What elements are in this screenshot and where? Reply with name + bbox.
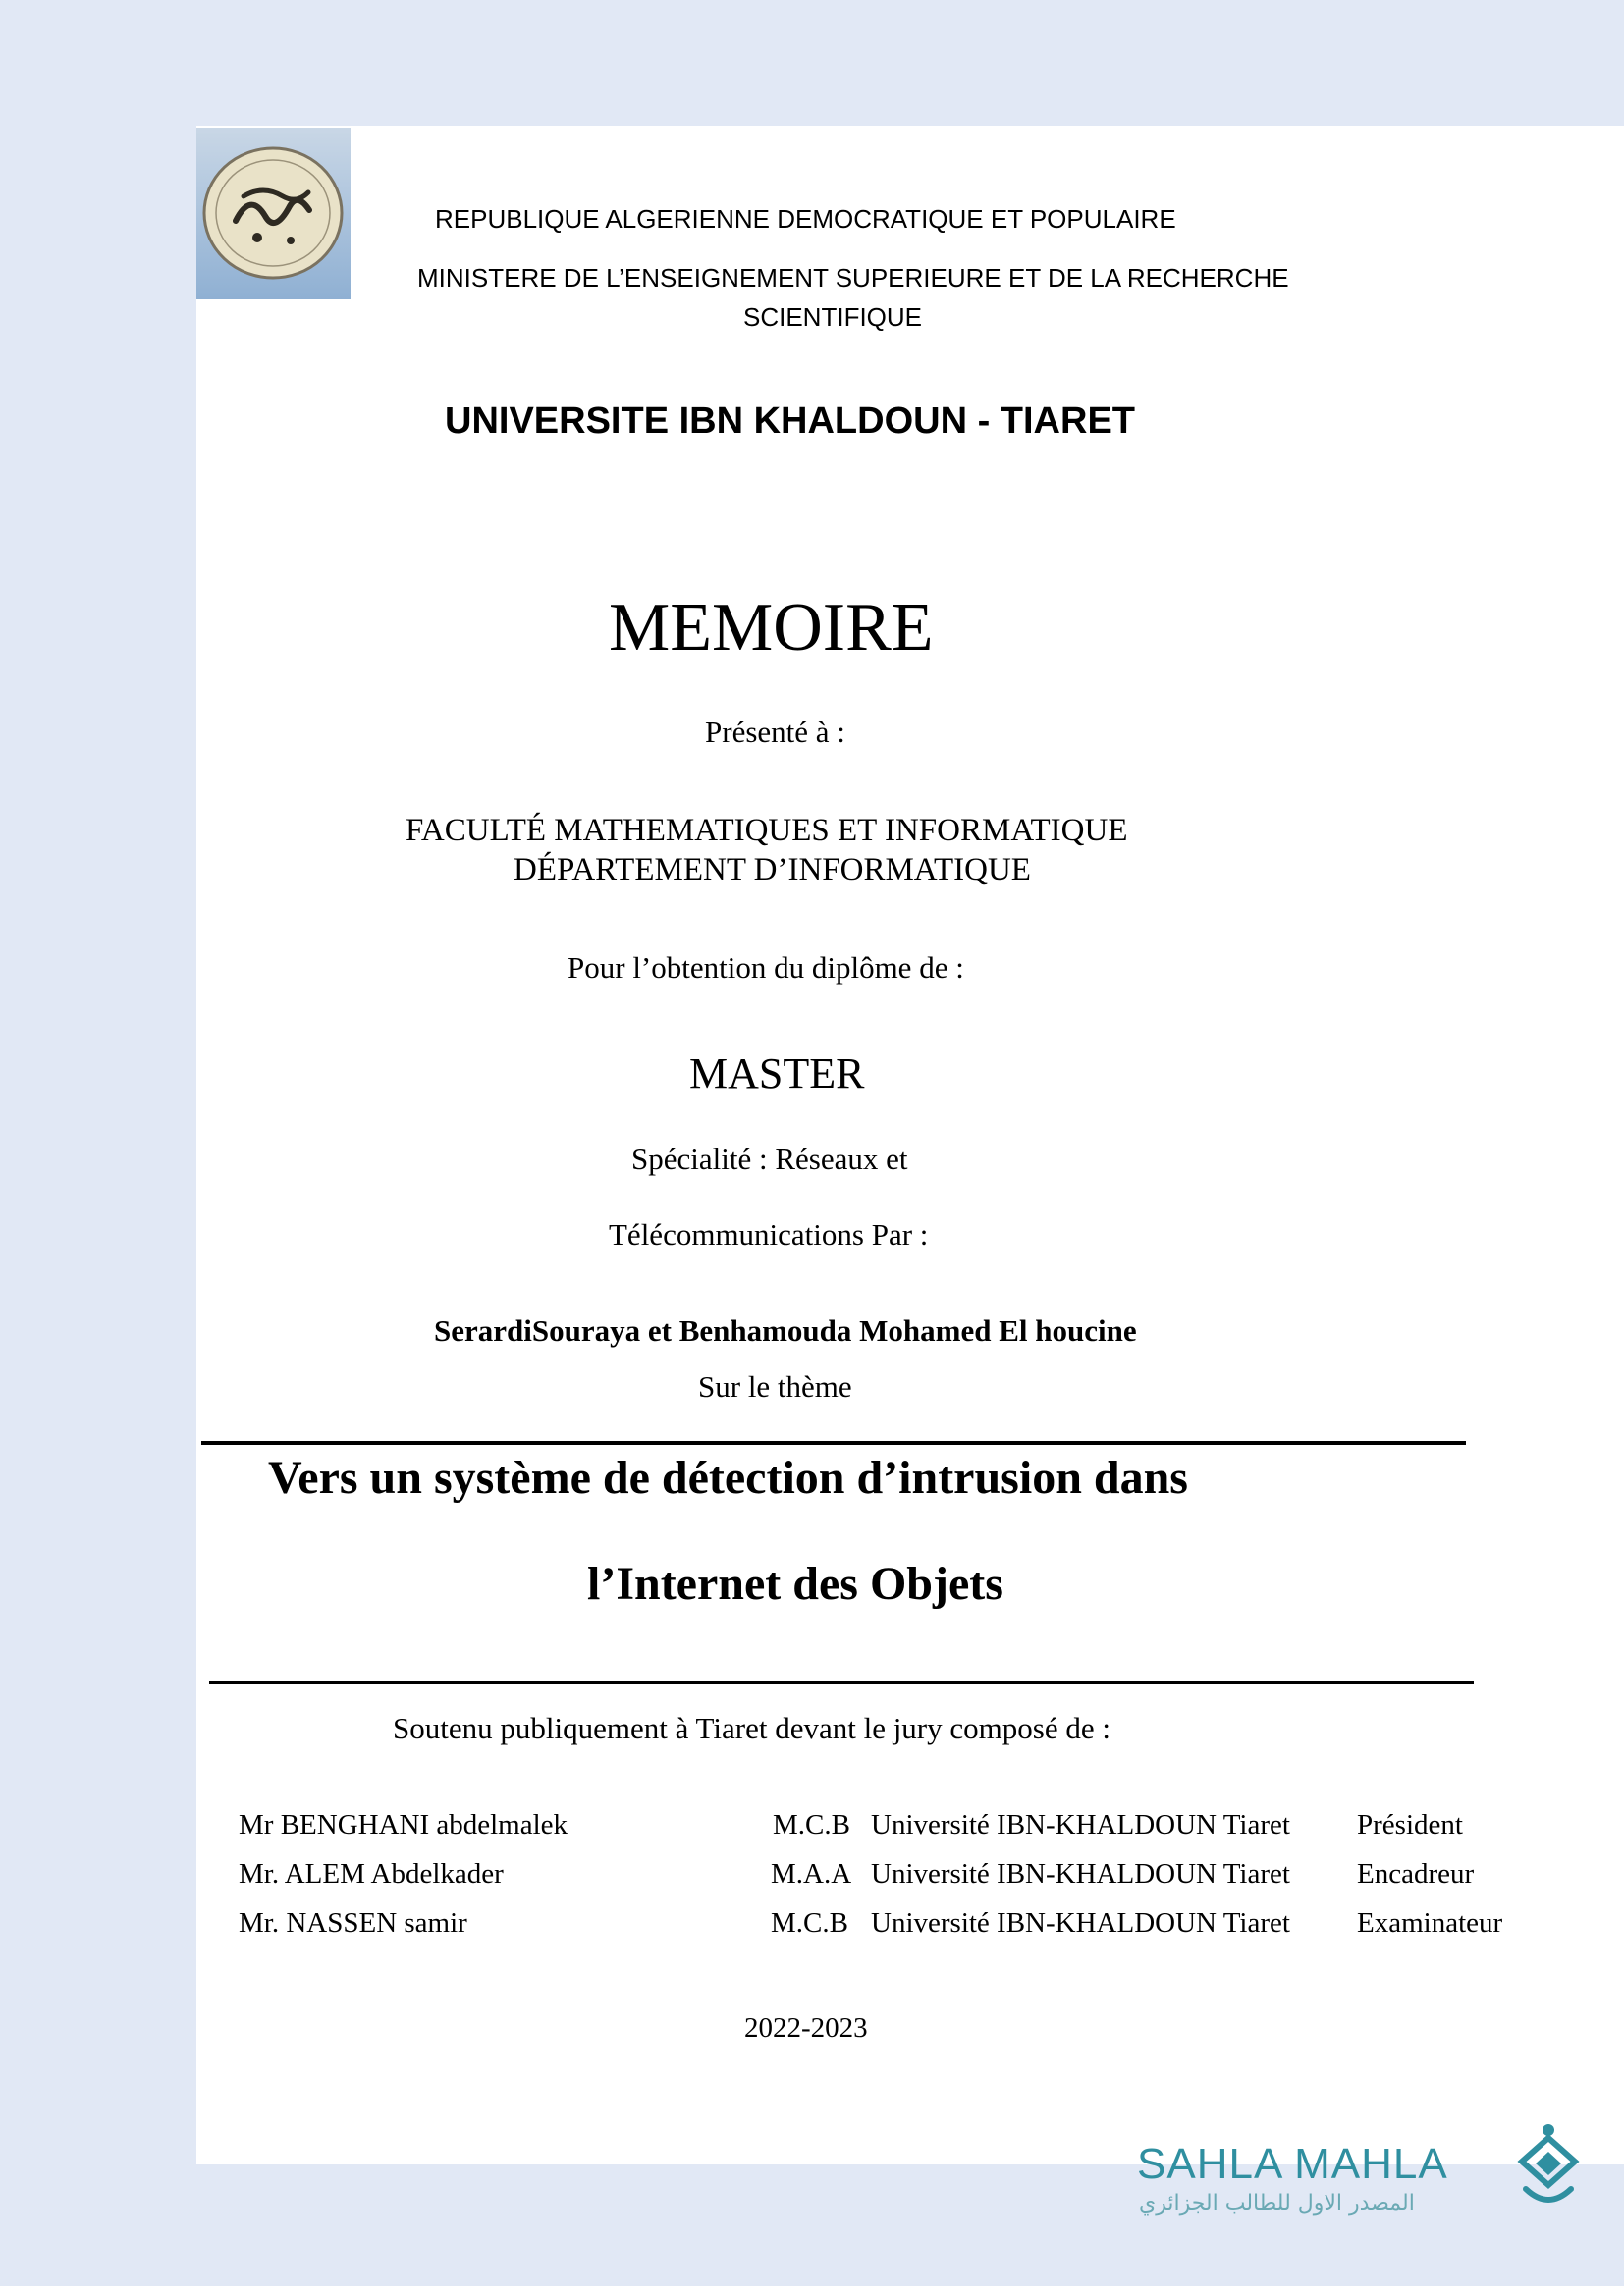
academic-year: 2022-2023 — [744, 2012, 868, 2044]
title-rule-top — [201, 1441, 1466, 1445]
left-background-band — [0, 0, 196, 2296]
document-type: MEMOIRE — [609, 590, 934, 666]
jury-grade: M.C.B — [771, 1907, 848, 1939]
jury-institution: Université IBN-KHALDOUN Tiaret — [871, 1907, 1290, 1939]
authors: SerardiSouraya et Benhamouda Mohamed El houcine — [434, 1313, 1137, 1348]
diploma-intro: Pour l’obtention du diplôme de : — [568, 950, 964, 985]
university-name: UNIVERSITE IBN KHALDOUN - TIARET — [445, 400, 1135, 442]
faculty-name: FACULTÉ MATHEMATIQUES ET INFORMATIQUE — [406, 813, 1128, 848]
jury-institution: Université IBN-KHALDOUN Tiaret — [871, 1858, 1290, 1890]
degree-name: MASTER — [689, 1049, 865, 1097]
jury-grade: M.A.A — [771, 1858, 852, 1890]
sahla-mahla-watermark — [1137, 2140, 1579, 2218]
defense-line: Soutenu publiquement à Tiaret devant le jury composé de : — [393, 1711, 1110, 1745]
watermark-name: SAHLA MAHLA — [1137, 2140, 1448, 2188]
republic-heading: REPUBLIQUE ALGERIENNE DEMOCRATIQUE ET POPULAIRE — [435, 204, 1176, 234]
sahla-mahla-logo-icon — [1506, 2120, 1591, 2209]
jury-grade: M.C.B — [773, 1809, 850, 1841]
presented-to: Présenté à : — [705, 715, 845, 749]
specialty-line2: Télécommunications Par : — [609, 1217, 929, 1252]
thesis-title-line1: Vers un système de détection d’intrusion dans — [268, 1452, 1188, 1504]
university-seal-icon — [196, 128, 351, 299]
department-name: DÉPARTEMENT D’INFORMATIQUE — [514, 852, 1031, 887]
thesis-title-line2: l’Internet des Objets — [587, 1558, 1003, 1610]
top-background-band — [196, 0, 1624, 126]
jury-name: Mr. ALEM Abdelkader — [239, 1858, 504, 1890]
specialty-line1: Spécialité : Réseaux et — [631, 1142, 908, 1176]
title-rule-bottom — [209, 1681, 1474, 1684]
ministry-heading-line1: MINISTERE DE L’ENSEIGNEMENT SUPERIEURE ET DE LA RECHERCHE — [417, 263, 1289, 293]
watermark-tagline: المصدر الاول للطالب الجزائري — [1139, 2191, 1415, 2216]
jury-role: Examinateur — [1357, 1907, 1503, 1939]
jury-role: Encadreur — [1357, 1858, 1475, 1890]
jury-institution: Université IBN-KHALDOUN Tiaret — [871, 1809, 1290, 1841]
jury-name: Mr. NASSEN samir — [239, 1907, 467, 1939]
bottom-edge — [0, 2286, 1624, 2296]
theme-intro: Sur le thème — [698, 1369, 852, 1404]
ministry-heading-line2: SCIENTIFIQUE — [743, 302, 923, 332]
jury-role: Président — [1357, 1809, 1463, 1841]
jury-name: Mr BENGHANI abdelmalek — [239, 1809, 568, 1841]
